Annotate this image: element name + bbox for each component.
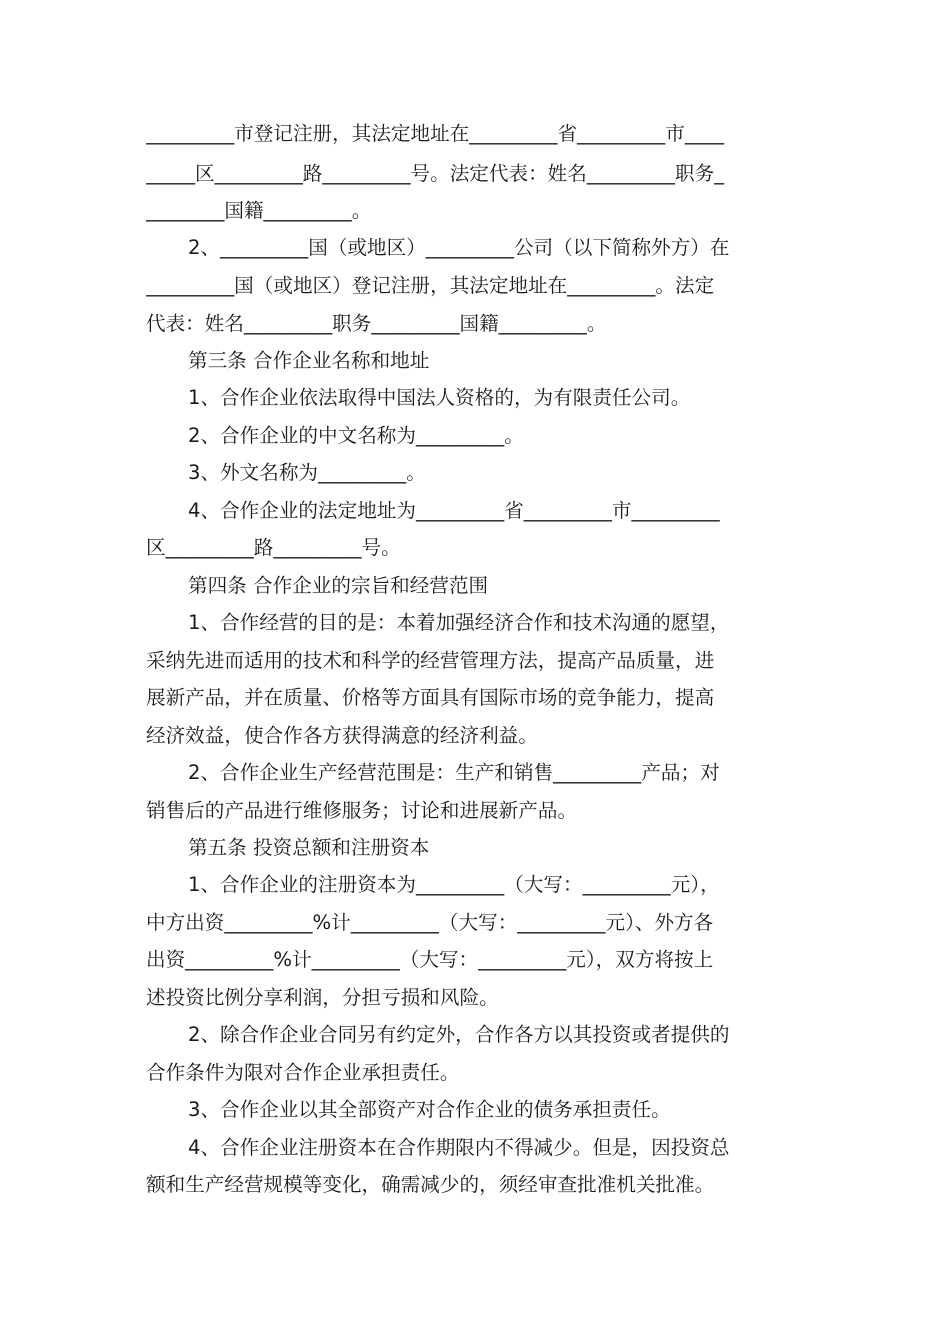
- section-heading: 第三条 合作企业名称和地址: [188, 349, 430, 372]
- text-line: 区_________路_________号。: [146, 536, 401, 559]
- text-line: 2、合作企业生产经营范围是：生产和销售_________产品；对: [188, 761, 720, 784]
- text-line: 3、外文名称为_________。: [188, 461, 426, 484]
- text-line: 述投资比例分享利润，分担亏损和风险。: [146, 986, 499, 1009]
- text-line: 1、合作经营的目的是：本着加强经济合作和技术沟通的愿望，: [188, 611, 730, 634]
- section-heading: 第五条 投资总额和注册资本: [188, 836, 430, 859]
- text-line: 4、合作企业的法定地址为_________省_________市_________: [188, 499, 720, 522]
- text-line: 采纳先进而适用的技术和科学的经营管理方法，提高产品质量，进: [146, 649, 715, 672]
- text-line: 展新产品，并在质量、价格等方面具有国际市场的竞争能力，提高: [146, 686, 715, 709]
- text-line: _________市登记注册，其法定地址在_________省_________市____: [146, 122, 725, 145]
- text-line: 2、除合作企业合同另有约定外，合作各方以其投资或者提供的: [188, 1023, 730, 1046]
- text-line: 销售后的产品进行维修服务；讨论和进展新产品。: [146, 799, 578, 822]
- text-line: ________国籍_________。: [146, 199, 372, 222]
- text-line: 额和生产经营规模等变化，确需减少的，须经审查批准机关批准。: [146, 1173, 715, 1196]
- text-line: 1、合作企业依法取得中国法人资格的，为有限责任公司。: [188, 386, 691, 409]
- text-line: _____区_________路_________号。法定代表：姓名_________职务_: [146, 162, 725, 185]
- text-line: 出资_________%计_________（大写：_________元），双方将按上: [146, 948, 714, 971]
- section-heading: 第四条 合作企业的宗旨和经营范围: [188, 574, 489, 597]
- text-line: 1、合作企业的注册资本为_________（大写：_________元），: [188, 873, 720, 896]
- text-line: 4、合作企业注册资本在合作期限内不得减少。但是，因投资总: [188, 1136, 730, 1159]
- text-line: 2、合作企业的中文名称为_________。: [188, 424, 524, 447]
- text-line: 合作条件为限对合作企业承担责任。: [146, 1061, 460, 1084]
- text-line: 经济效益，使合作各方获得满意的经济利益。: [146, 724, 538, 747]
- text-line: 3、合作企业以其全部资产对合作企业的债务承担责任。: [188, 1098, 671, 1121]
- text-line: 代表：姓名_________职务_________国籍_________。: [146, 312, 607, 335]
- text-line: _________国（或地区）登记注册，其法定地址在_________。法定: [146, 274, 715, 297]
- text-line: 中方出资_________%计_________（大写：_________元）、外方各: [146, 911, 714, 934]
- text-line: 2、_________国（或地区）_________公司（以下简称外方）在: [188, 236, 730, 259]
